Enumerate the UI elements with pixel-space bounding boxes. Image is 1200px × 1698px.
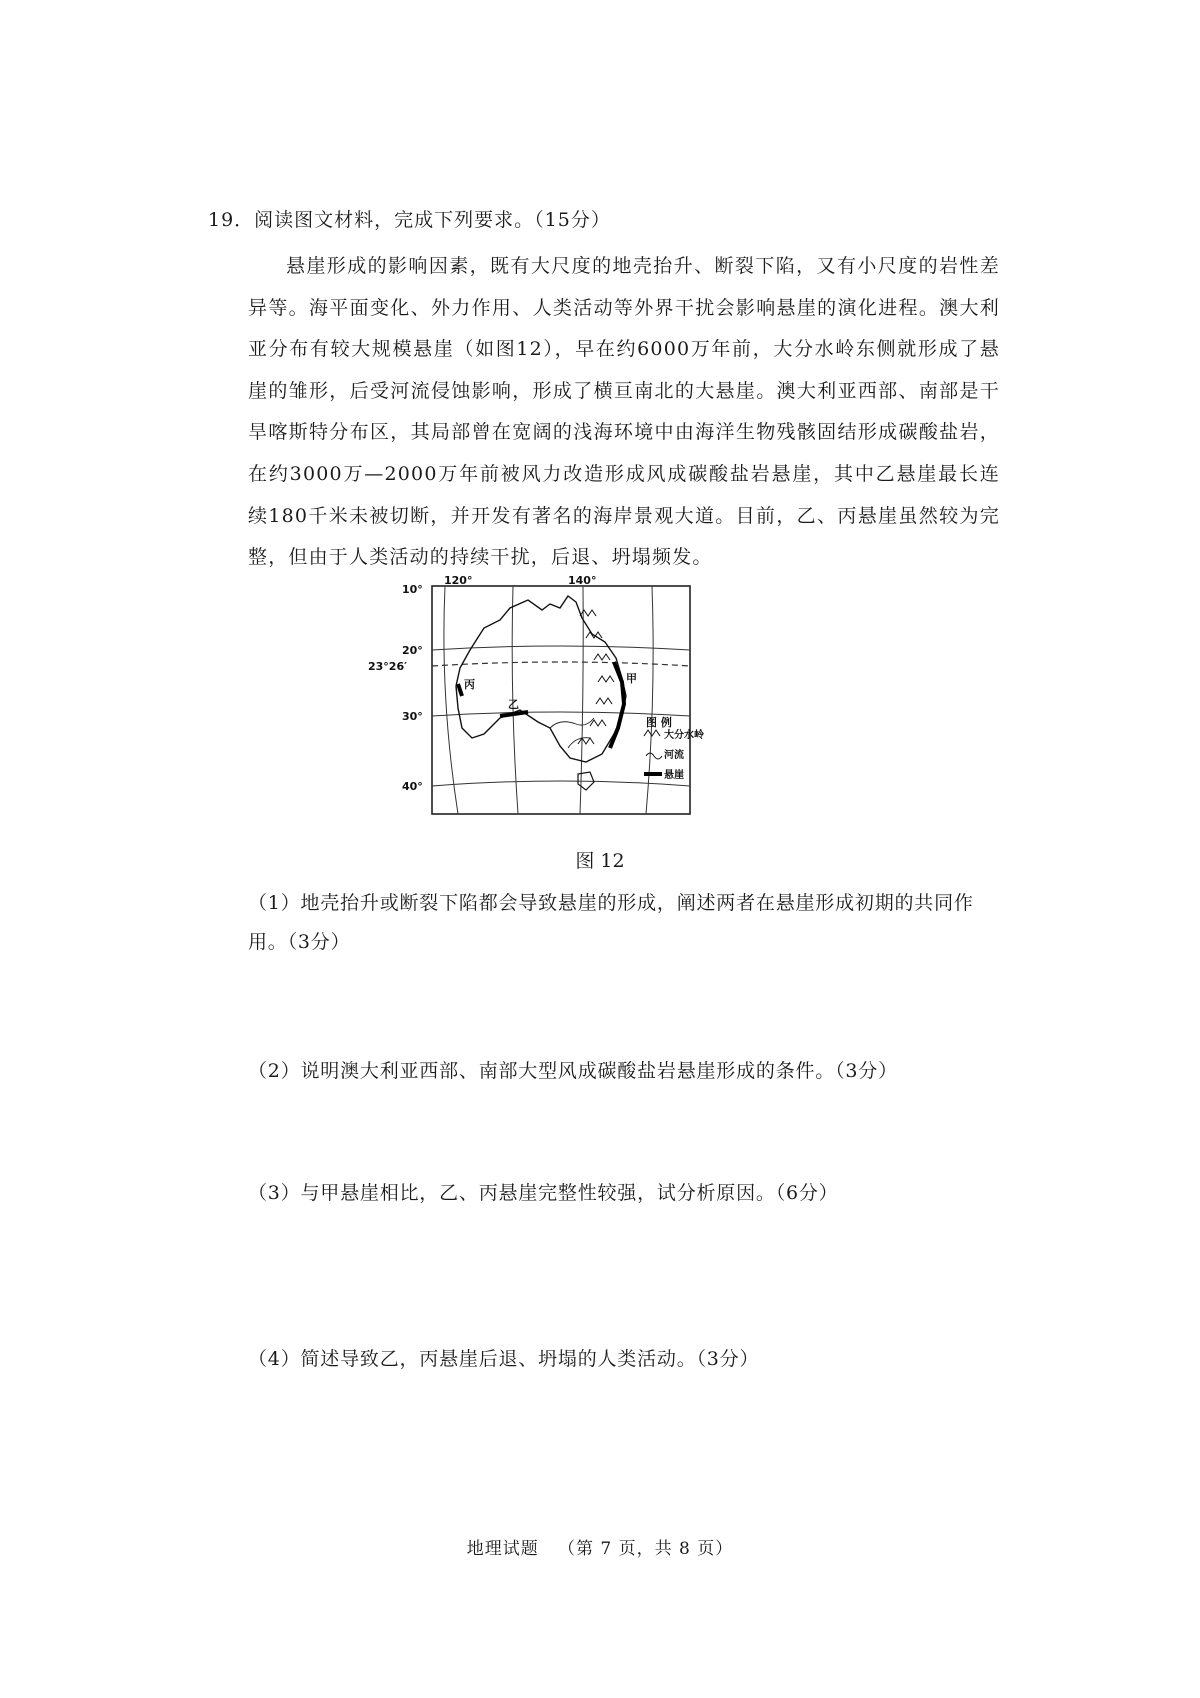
lat-label: 40° [402, 780, 423, 793]
question-material: 悬崖形成的影响因素，既有大尺度的地壳抬升、断裂下陷，又有小尺度的岩性差异等。海平面变化、外力作用、人类活动等外界干扰会影响悬崖的演化进程。澳大利亚分布有较大规模悬崖（如图12），早在约6000万年前，大分水岭东侧就形成了悬崖的雏形，后受河流侵蚀影响，形成了横亘南北的大悬崖。澳大利亚西部、南部是干旱喀斯特分布区，其局部曾在宽阔的浅海环境中由海洋生物残骸固结形成碳酸盐岩，在约3000万—2000万年前被风力改造形成风成碳酸盐岩悬崖，其中乙悬崖最长连续180千米未被切断，并开发有著名的海岸景观大道。目前，乙、丙悬崖虽然较为完整，但由于人类活动的持续干扰，后退、坍塌频发。 [248, 255, 1000, 569]
cliff-jia [610, 662, 624, 748]
river-line [550, 718, 594, 728]
legend-river-symbol [646, 753, 662, 759]
subquestion-1: （1）地壳抬升或断裂下陷都会导致悬崖的形成，阐述两者在悬崖形成初期的共同作用。（3分） [248, 892, 974, 953]
place-label-bing: 丙 [464, 678, 475, 691]
cliff-bing [458, 684, 462, 696]
figure-caption: 图 12 [575, 850, 625, 872]
question-title: 19．阅读图文材料，完成下列要求。（15分） [208, 209, 611, 231]
lon-label: 140° [568, 574, 597, 587]
place-label-jia: 甲 [626, 672, 637, 685]
australia-cliff-map [368, 574, 730, 830]
lat-label: 20° [402, 644, 423, 657]
page-footer [0, 1534, 1200, 1559]
footer-page-number: （第 7 页，共 8 页） [557, 1539, 734, 1559]
subquestion-2: （2）说明澳大利亚西部、南部大型风成碳酸盐岩悬崖形成的条件。（3分） [248, 1060, 898, 1082]
subquestion-4: （4）简述导致乙，丙悬崖后退、坍塌的人类活动。（3分） [248, 1348, 760, 1370]
lon-label: 120° [444, 574, 473, 587]
legend-item: 大分水岭 [664, 730, 704, 741]
legend-item: 悬崖 [664, 770, 684, 781]
legend-title: 图 例 [646, 716, 672, 729]
subquestion-3: （3）与甲悬崖相比，乙、丙悬崖完整性较强，试分析原因。（6分） [248, 1182, 839, 1204]
footer-subject: 地理试题 [466, 1539, 539, 1559]
lat-label: 10° [402, 583, 423, 596]
place-label-yi: 乙 [508, 698, 519, 711]
legend-range-symbol [644, 730, 660, 736]
lat-label: 30° [402, 710, 423, 723]
lat-label: 23°26′ [368, 660, 408, 673]
legend-item: 河流 [664, 750, 684, 761]
